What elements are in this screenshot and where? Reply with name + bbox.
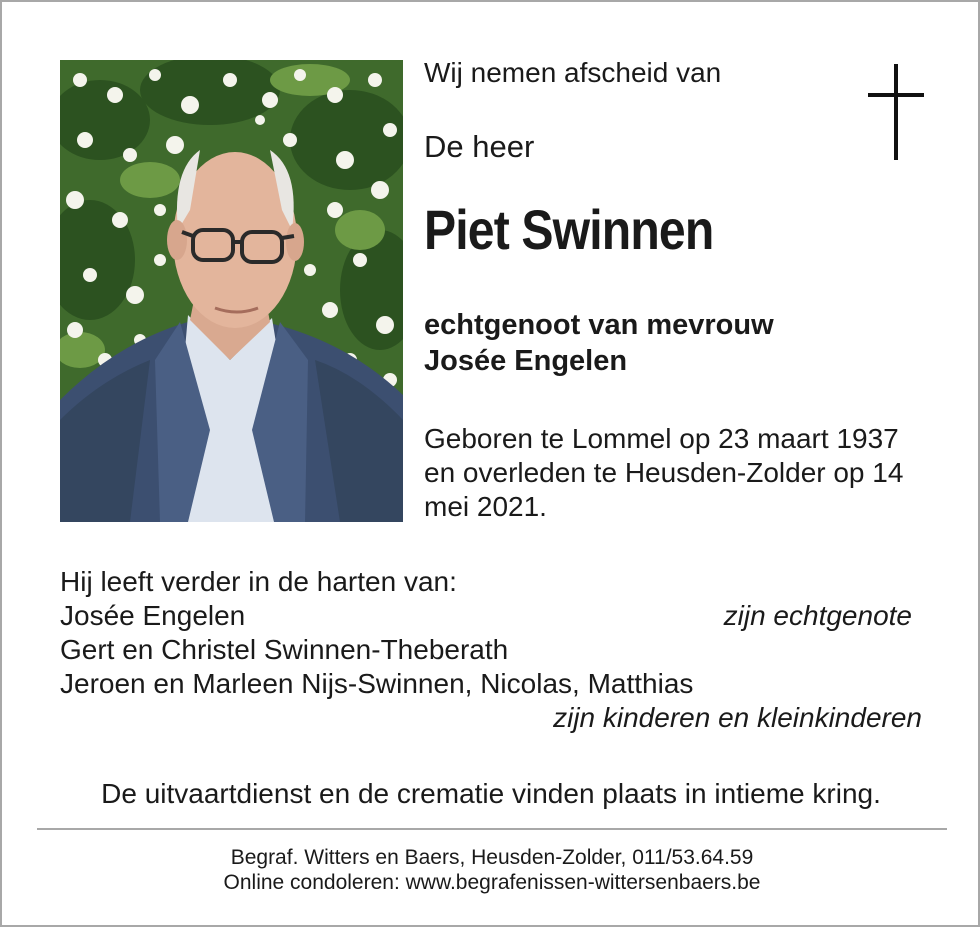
portrait-photo: [60, 60, 403, 522]
survivor-row: [60, 633, 922, 667]
survivor-row: [60, 701, 922, 735]
deceased-name: Piet Swinnen: [424, 198, 714, 261]
honorific-title: De heer: [424, 129, 535, 164]
survivors-heading: Hij leeft verder in de harten van:: [60, 566, 457, 597]
survivor-row: [60, 599, 922, 633]
birth-death-text: Geboren te Lommel op 23 maart 1937 en overleden te Heusden-Zolder op 14 mei 2021.: [424, 423, 904, 522]
intro-text: Wij nemen afscheid van: [424, 57, 722, 88]
survivor-names: Josée Engelen: [60, 600, 246, 631]
survivor-row: [60, 667, 922, 701]
survivor-names: Jeroen en Marleen Nijs-Swinnen, Nicolas, Matthias: [60, 668, 694, 699]
spouse-info: [424, 307, 774, 379]
funeral-home-info: Begraf. Witters en Baers, Heusden-Zolder, 011/53.64.59: [230, 846, 754, 869]
footer: [37, 845, 947, 895]
divider: [37, 828, 947, 830]
spouse-name: Josée Engelen: [424, 345, 628, 377]
ceremony-notice: De uitvaartdienst en de crematie vinden plaats in intieme kring.: [101, 778, 881, 809]
spouse-relation: echtgenoot van mevrouw: [424, 309, 774, 341]
survivors-list: [60, 565, 922, 735]
condolence-info: Online condoleren: www.begrafenissen-wittersenbaers.be: [223, 871, 761, 894]
survivor-role: zijn kinderen en kleinkinderen: [553, 702, 922, 733]
cross-icon: [868, 64, 924, 160]
survivor-role: zijn echtgenote: [723, 600, 912, 631]
survivor-names: Gert en Christel Swinnen-Theberath: [60, 634, 509, 665]
